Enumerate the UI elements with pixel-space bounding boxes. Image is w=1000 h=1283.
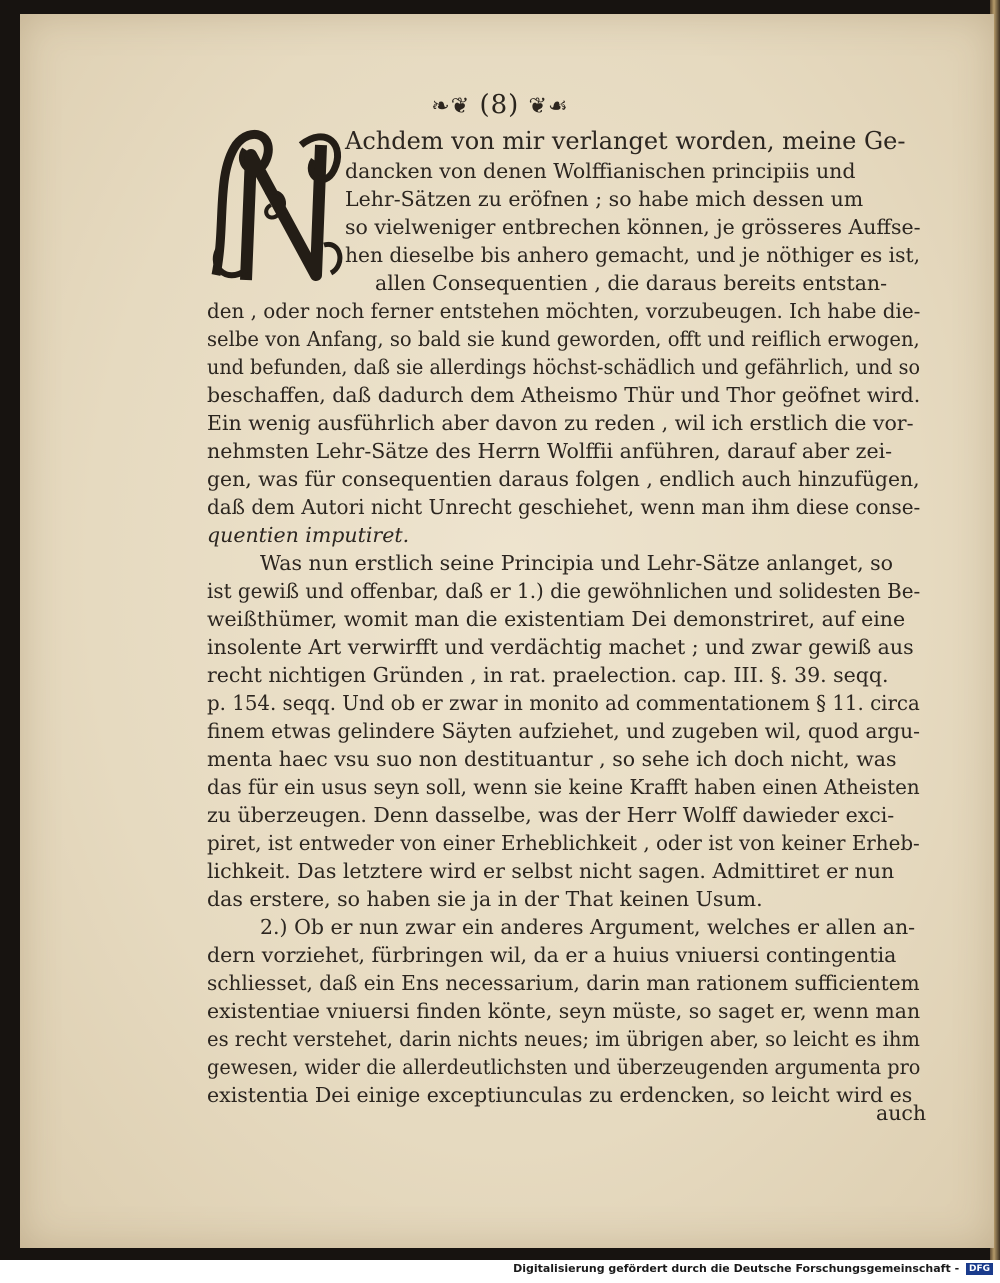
digitization-credit: Digitalisierung gefördert durch die Deutsche Forschungsgemeinschaft - DFG (0, 1262, 993, 1275)
text-line: das erstere, so haben sie ja in der That keinen Usum. (207, 887, 763, 911)
text-line: allen Consequentien , die daraus bereits entstan- (375, 271, 888, 295)
text-line: existentia Dei einige exceptiunculas zu erdencken, so leicht wird es (207, 1083, 913, 1107)
text-line: beschaffen, daß dadurch dem Atheismo Thür und Thor geöfnet wird. (207, 383, 921, 407)
text-line: Was nun erstlich seine Principia und Lehr-Sätze anlanget, so (260, 551, 894, 575)
text-line: gen, was für consequentien daraus folgen , endlich auch hinzufügen, (207, 467, 920, 491)
text-line: piret, ist entweder von einer Erheblichkeit , oder ist von keiner Erheb- (207, 831, 920, 855)
text-line: lichkeit. Das letztere wird er selbst nicht sagen. Admittiret er nun (207, 859, 895, 883)
text-line: quentien imputiret. (207, 523, 410, 547)
text-line: Lehr-Sätzen zu eröfnen ; so habe mich dessen um (345, 187, 864, 211)
page-number: (8) (479, 90, 520, 120)
text-line: insolente Art verwirfft und verdächtig machet ; und zwar gewiß aus (207, 635, 914, 659)
text-line: den , oder noch ferner entstehen möchten, vorzubeugen. Ich habe die- (207, 299, 921, 323)
text-line: dancken von denen Wolffianischen principiis und (345, 159, 856, 183)
left-ornament-icon: ❧❦ (431, 94, 471, 119)
text-line: das für ein usus seyn soll, wenn sie keine Krafft haben einen Atheisten (207, 775, 920, 799)
text-line: dern vorziehet, fürbringen wil, da er a huius vniuersi contingentia (207, 943, 897, 967)
text-line: selbe von Anfang, so bald sie kund geworden, offt und reiflich erwogen, (207, 327, 920, 351)
text-line: existentiae vniuersi finden könte, seyn müste, so saget er, wenn man (207, 999, 921, 1023)
text-line: nehmsten Lehr-Sätze des Herrn Wolffii anführen, darauf aber zei- (207, 439, 893, 463)
text-line: daß dem Autori nicht Unrecht geschiehet, wenn man ihm diese conse- (207, 495, 921, 519)
text-line: menta haec vsu suo non destituantur , so sehe ich doch nicht, was (207, 747, 897, 771)
text-line: weißthümer, womit man die existentiam Dei demonstriret, auf eine (207, 607, 906, 631)
text-line: schliesset, daß ein Ens necessarium, darin man rationem sufficientem (207, 971, 920, 995)
text-line: und befunden, daß sie allerdings höchst-schädlich und gefährlich, und so (207, 355, 921, 379)
text-line: finem etwas gelindere Säyten aufziehet, und zugeben wil, quod argu- (207, 719, 920, 743)
right-ornament-icon: ❦☙ (528, 94, 569, 119)
text-line: gewesen, wider die allerdeutlichsten und überzeugenden argumenta pro (207, 1055, 921, 1079)
text-line: 2.) Ob er nun zwar ein anderes Argument, welches er allen an- (260, 915, 916, 939)
text-line: Achdem von mir verlanget worden, meine Ge- (345, 127, 906, 155)
text-line: ist gewiß und offenbar, daß er 1.) die gewöhnlichen und solidesten Be- (207, 579, 921, 603)
text-line: es recht verstehet, darin nichts neues; im übrigen aber, so leicht es ihm (207, 1027, 920, 1051)
text-line: p. 154. seqq. Und ob er zwar in monito ad commentationem § 11. circa (207, 691, 920, 715)
catchword: auch (876, 1101, 927, 1125)
text-line: zu überzeugen. Denn dasselbe, was der Herr Wolff dawieder exci- (207, 803, 895, 827)
text-line: so vielweniger entbrechen können, je grösseres Auffse- (345, 215, 921, 239)
text-line: Ein wenig ausführlich aber davon zu reden , wil ich erstlich die vor- (207, 411, 914, 435)
dfg-logo-icon: DFG (966, 1263, 993, 1275)
credit-text: Digitalisierung gefördert durch die Deutsche Forschungsgemeinschaft (513, 1262, 951, 1275)
text-line: recht nichtigen Gründen , in rat. praelection. cap. III. §. 39. seqq. (207, 663, 889, 687)
text-line: hen dieselbe bis anhero gemacht, und je nöthiger es ist, (345, 243, 921, 267)
